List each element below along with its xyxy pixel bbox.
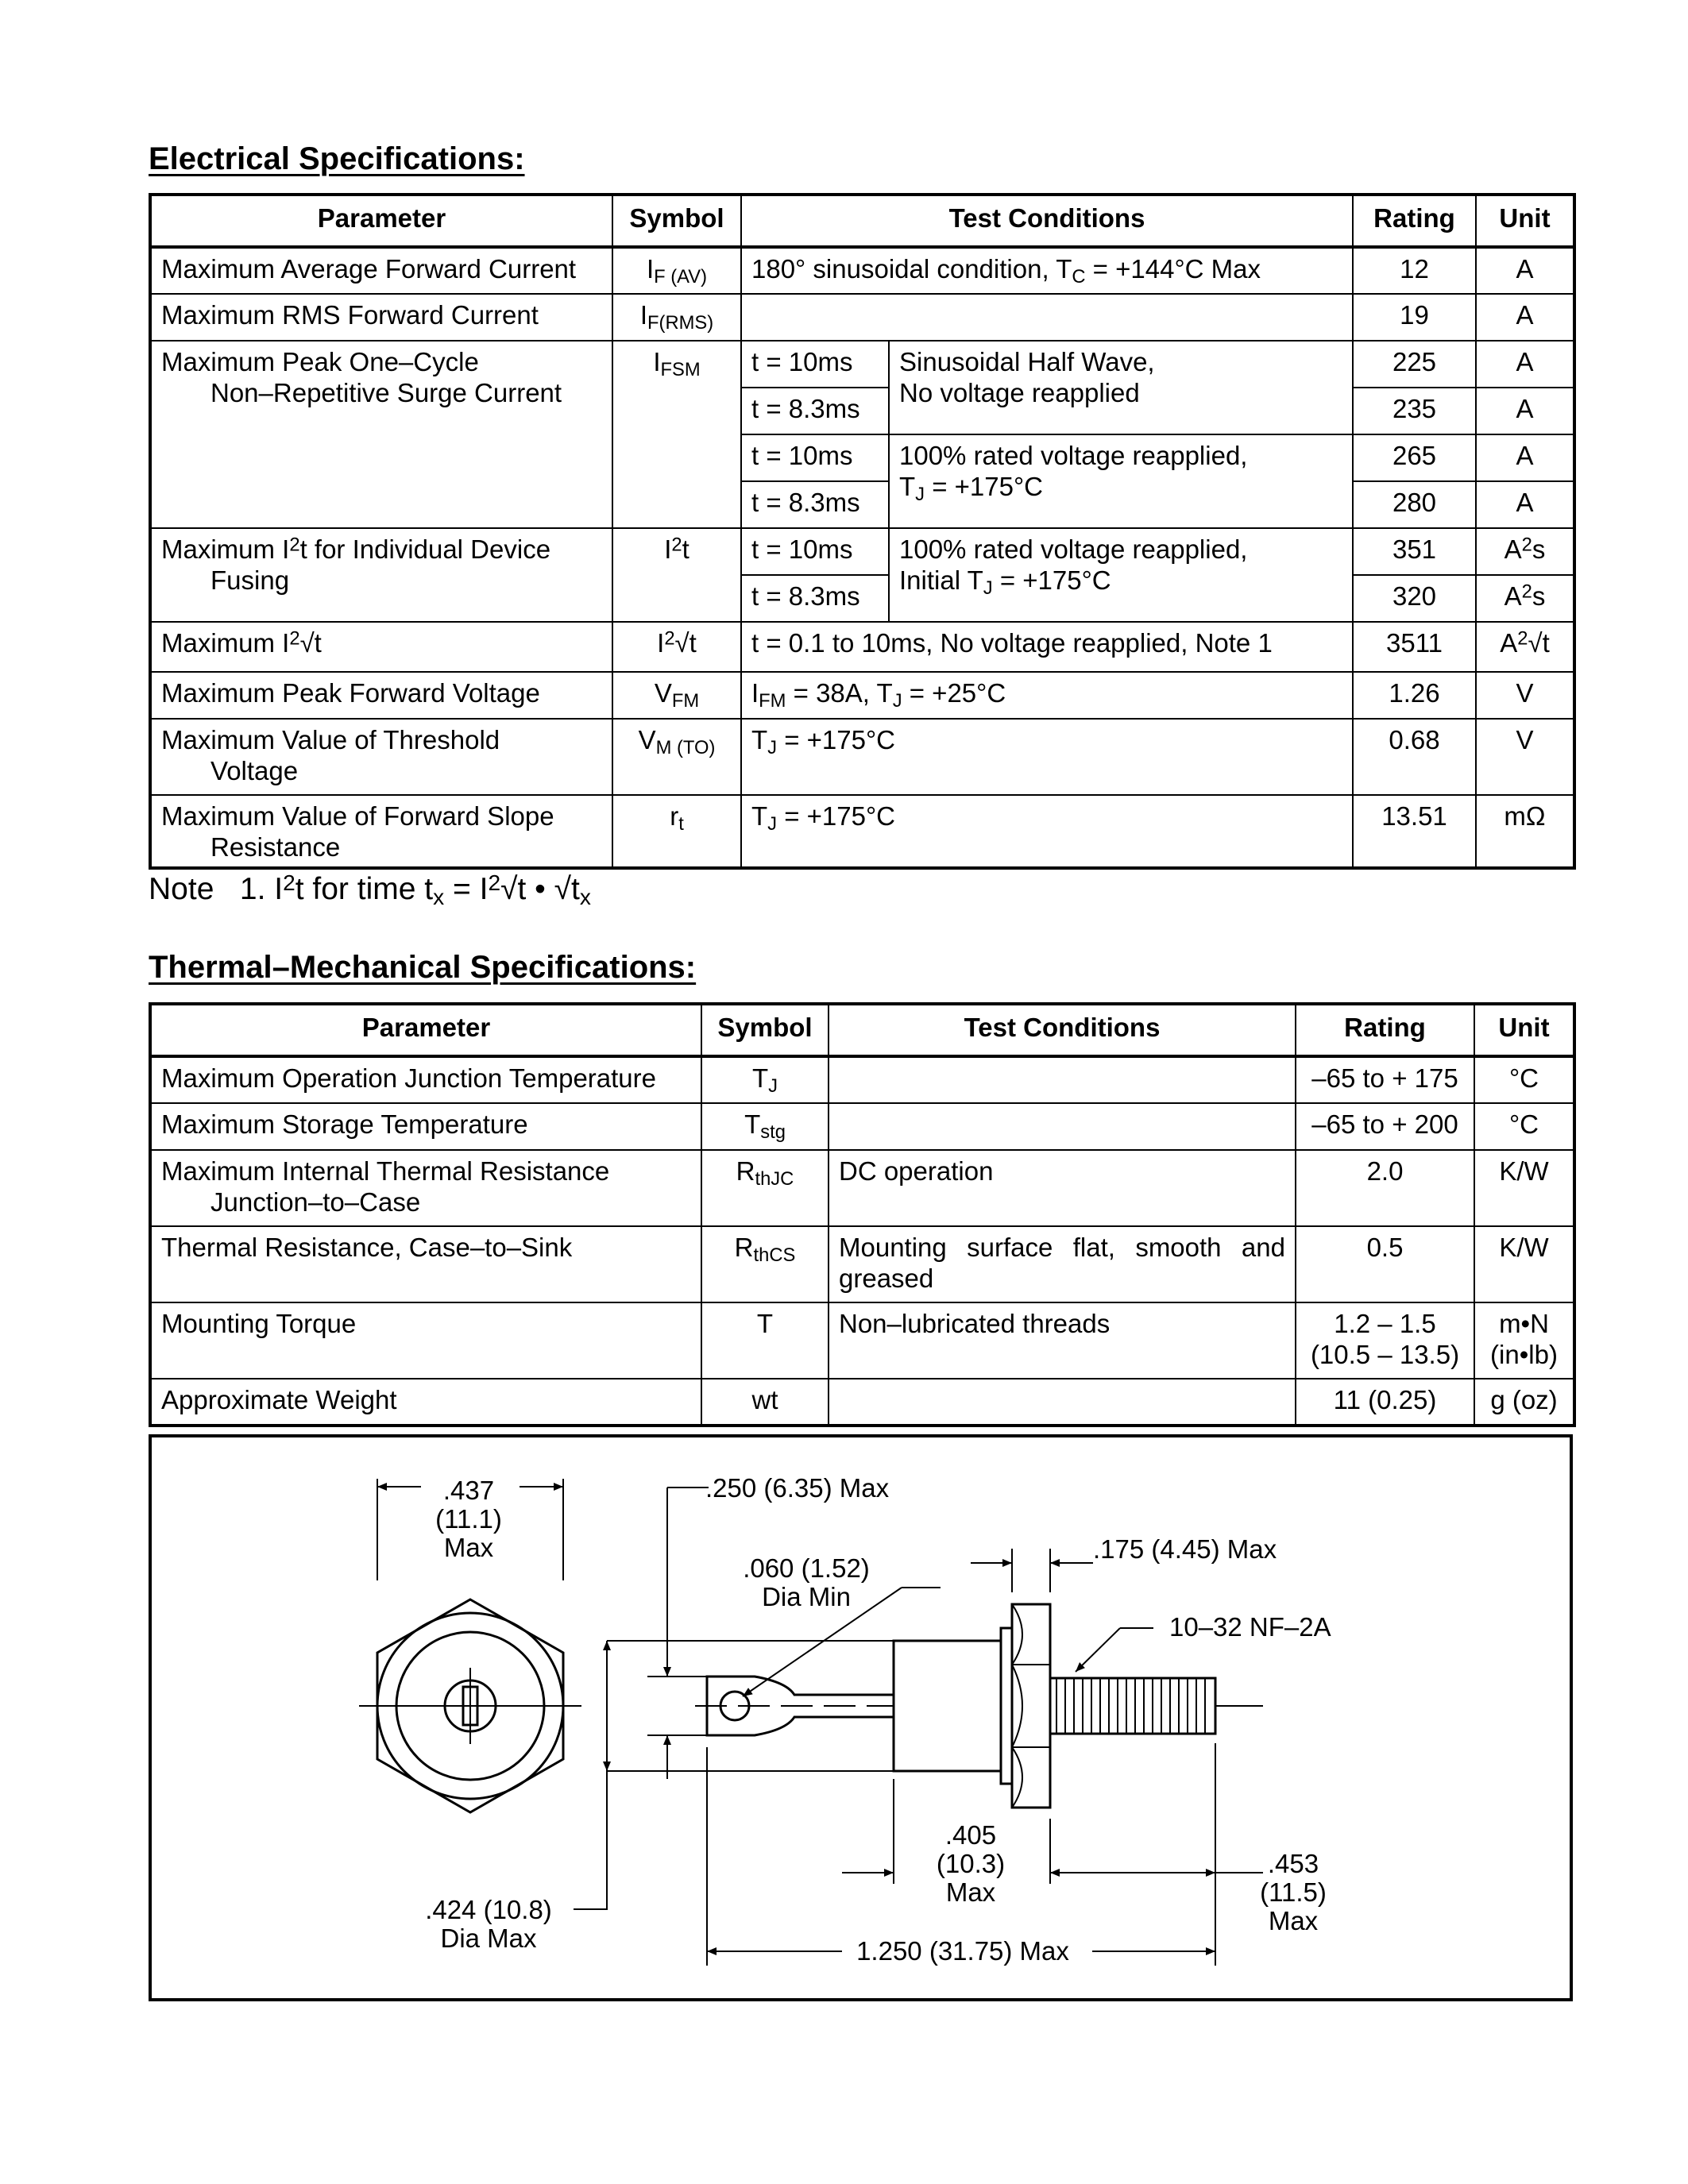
condition: $I_{FM} = 38A$, $T_J = +25^\circ C$ bbox=[741, 672, 1353, 719]
rating: 0.68 bbox=[1353, 719, 1476, 795]
table-row bbox=[150, 1226, 1574, 1302]
unit: K/W bbox=[1474, 1226, 1574, 1302]
rating: –65 to + 200 bbox=[1296, 1103, 1474, 1150]
condition bbox=[829, 1056, 1296, 1103]
col-rating: Rating bbox=[1353, 195, 1476, 247]
table-row bbox=[150, 719, 1574, 795]
symbol: $r_t$ bbox=[612, 795, 741, 868]
param: Maximum Peak Forward Voltage bbox=[150, 672, 612, 719]
dim-stud-2: (11.5) bbox=[1260, 1877, 1327, 1907]
table-row bbox=[150, 1379, 1574, 1426]
table-row bbox=[150, 1103, 1574, 1150]
unit: A bbox=[1476, 388, 1574, 434]
table-row bbox=[150, 672, 1574, 719]
condition: DC operation bbox=[829, 1150, 1296, 1226]
rating: 19 bbox=[1353, 294, 1476, 341]
electrical-specs-title: Electrical Specifications: bbox=[149, 141, 525, 176]
param: Mounting Torque bbox=[150, 1302, 701, 1379]
symbol: T bbox=[701, 1302, 829, 1379]
condition: 100% rated voltage reapplied, Initial $T_J = +175^\circ C$ bbox=[889, 528, 1353, 622]
rating: 235 bbox=[1353, 388, 1476, 434]
dim-flange: .175 (4.45) Max bbox=[1093, 1534, 1277, 1564]
side-view bbox=[607, 1604, 1263, 1808]
dim-hex-width-1: .437 bbox=[442, 1476, 495, 1505]
symbol: $T_{stg}$ bbox=[701, 1103, 829, 1150]
param: Maximum $I^2√t$ bbox=[150, 622, 612, 672]
dim-stud-3: Max bbox=[1268, 1906, 1319, 1935]
col-unit: Unit bbox=[1476, 195, 1574, 247]
symbol: $R_{thCS}$ bbox=[701, 1226, 829, 1302]
unit: A bbox=[1476, 341, 1574, 388]
dim-stud-1: .453 bbox=[1267, 1849, 1319, 1878]
time: t = 8.3ms bbox=[741, 481, 889, 528]
time: t = 10ms bbox=[741, 528, 889, 575]
thermal-specs-title: Thermal–Mechanical Specifications: bbox=[149, 950, 697, 985]
thermal-specs-table bbox=[149, 1002, 1576, 1427]
condition bbox=[829, 1103, 1296, 1150]
dim-body-2: (10.3) bbox=[936, 1849, 1006, 1878]
condition: $T_J = +175^\circ C$ bbox=[741, 719, 1353, 795]
table-row bbox=[150, 528, 1574, 575]
dim-hole-2: Dia Min bbox=[762, 1582, 851, 1611]
unit: mΩ bbox=[1476, 795, 1574, 868]
unit: $A^2s$ bbox=[1476, 528, 1574, 575]
rating: 280 bbox=[1353, 481, 1476, 528]
rating: 3511 bbox=[1353, 622, 1476, 672]
unit: A bbox=[1476, 247, 1574, 294]
symbol: $I_{FSM}$ bbox=[612, 341, 741, 528]
col-unit: Unit bbox=[1474, 1004, 1574, 1056]
condition: 100% rated voltage reapplied, $T_J = +175^\circ C$ bbox=[889, 434, 1353, 528]
time: t = 8.3ms bbox=[741, 575, 889, 622]
param: Maximum Value of Forward Slope Resistance bbox=[150, 795, 612, 868]
unit: A bbox=[1476, 481, 1574, 528]
rating: 351 bbox=[1353, 528, 1476, 575]
dim-hex-width-3: Max bbox=[443, 1533, 494, 1562]
time: t = 10ms bbox=[741, 341, 889, 388]
rating: 320 bbox=[1353, 575, 1476, 622]
electrical-specs-table bbox=[149, 193, 1576, 870]
symbol: wt bbox=[701, 1379, 829, 1426]
table-row bbox=[150, 341, 1574, 388]
unit: A bbox=[1476, 294, 1574, 341]
rating: 11 (0.25) bbox=[1296, 1379, 1474, 1426]
table-row bbox=[150, 294, 1574, 341]
condition: t = 0.1 to 10ms, No voltage reapplied, Note 1 bbox=[741, 622, 1353, 672]
symbol: $V_{M (TO)}$ bbox=[612, 719, 741, 795]
param: Maximum Value of Threshold Voltage bbox=[150, 719, 612, 795]
col-rating: Rating bbox=[1296, 1004, 1474, 1056]
unit: V bbox=[1476, 719, 1574, 795]
param: Thermal Resistance, Case–to–Sink bbox=[150, 1226, 701, 1302]
param: Maximum Peak One–Cycle Non–Repetitive Surge Current bbox=[150, 341, 612, 528]
condition: 180° sinusoidal condition, $T_C = +144^\circ C$ Max bbox=[741, 247, 1353, 294]
rating: 13.51 bbox=[1353, 795, 1476, 868]
col-test-conditions: Test Conditions bbox=[829, 1004, 1296, 1056]
table-row bbox=[150, 795, 1574, 868]
col-parameter: Parameter bbox=[150, 195, 612, 247]
symbol: $R_{thJC}$ bbox=[701, 1150, 829, 1226]
condition: Non–lubricated threads bbox=[829, 1302, 1296, 1379]
symbol: $T_J$ bbox=[701, 1056, 829, 1103]
dim-body-3: Max bbox=[945, 1877, 996, 1907]
condition: Sinusoidal Half Wave, No voltage reapplied bbox=[889, 341, 1353, 434]
hex-end-view bbox=[359, 1599, 581, 1812]
symbol: $I_{F(RMS)}$ bbox=[612, 294, 741, 341]
param: Maximum Average Forward Current bbox=[150, 247, 612, 294]
rating: 265 bbox=[1353, 434, 1476, 481]
symbol: $I^2t$ bbox=[612, 528, 741, 622]
condition: Mounting surface flat, smooth and greased bbox=[829, 1226, 1296, 1302]
table-row bbox=[150, 1150, 1574, 1226]
condition bbox=[829, 1379, 1296, 1426]
dim-hex-width-2: (11.1) bbox=[435, 1504, 502, 1534]
time: t = 10ms bbox=[741, 434, 889, 481]
dim-overall: 1.250 (31.75) Max bbox=[856, 1936, 1069, 1966]
condition bbox=[741, 294, 1353, 341]
dim-terminal-width: .250 (6.35) Max bbox=[705, 1473, 890, 1503]
param: Maximum Storage Temperature bbox=[150, 1103, 701, 1150]
time: t = 8.3ms bbox=[741, 388, 889, 434]
package-outline-svg bbox=[152, 1437, 1570, 1998]
rating: 2.0 bbox=[1296, 1150, 1474, 1226]
rating: 1.2 – 1.5 (10.5 – 13.5) bbox=[1296, 1302, 1474, 1379]
dim-thread: 10–32 NF–2A bbox=[1169, 1612, 1331, 1642]
dim-dia-1: .424 (10.8) bbox=[425, 1895, 552, 1924]
dim-dia-2: Dia Max bbox=[440, 1924, 537, 1953]
unit: g (oz) bbox=[1474, 1379, 1574, 1426]
table-row bbox=[150, 1056, 1574, 1103]
param: Maximum RMS Forward Current bbox=[150, 294, 612, 341]
symbol: $I_{F (AV)}$ bbox=[612, 247, 741, 294]
col-symbol: Symbol bbox=[701, 1004, 829, 1056]
col-symbol: Symbol bbox=[612, 195, 741, 247]
unit: $A^2√t$ bbox=[1476, 622, 1574, 672]
unit: °C bbox=[1474, 1103, 1574, 1150]
symbol: $I^2√t$ bbox=[612, 622, 741, 672]
unit: K/W bbox=[1474, 1150, 1574, 1226]
unit: V bbox=[1476, 672, 1574, 719]
rating: 0.5 bbox=[1296, 1226, 1474, 1302]
unit: A bbox=[1476, 434, 1574, 481]
param: Maximum $I^2t$ for Individual Device Fusing bbox=[150, 528, 612, 622]
symbol: $V_{FM}$ bbox=[612, 672, 741, 719]
col-test-conditions: Test Conditions bbox=[741, 195, 1353, 247]
unit: °C bbox=[1474, 1056, 1574, 1103]
table-row bbox=[150, 622, 1574, 672]
unit: m•N (in•lb) bbox=[1474, 1302, 1574, 1379]
param: Maximum Internal Thermal Resistance Junction–to–Case bbox=[150, 1150, 701, 1226]
condition: $T_J = +175^\circ C$ bbox=[741, 795, 1353, 868]
unit: $A^2s$ bbox=[1476, 575, 1574, 622]
col-parameter: Parameter bbox=[150, 1004, 701, 1056]
outline-drawing bbox=[149, 1434, 1573, 2001]
table-row bbox=[150, 1302, 1574, 1379]
rating: 1.26 bbox=[1353, 672, 1476, 719]
rating: 12 bbox=[1353, 247, 1476, 294]
dim-body-1: .405 bbox=[944, 1820, 997, 1850]
table-row bbox=[150, 247, 1574, 294]
dim-hole-1: .060 (1.52) bbox=[743, 1553, 870, 1583]
note-1: Note 1. $I^2t$ for time $t_x = I^2√t$ • $√t_x$ bbox=[149, 870, 591, 910]
param: Maximum Operation Junction Temperature bbox=[150, 1056, 701, 1103]
rating: 225 bbox=[1353, 341, 1476, 388]
rating: –65 to + 175 bbox=[1296, 1056, 1474, 1103]
param: Approximate Weight bbox=[150, 1379, 701, 1426]
